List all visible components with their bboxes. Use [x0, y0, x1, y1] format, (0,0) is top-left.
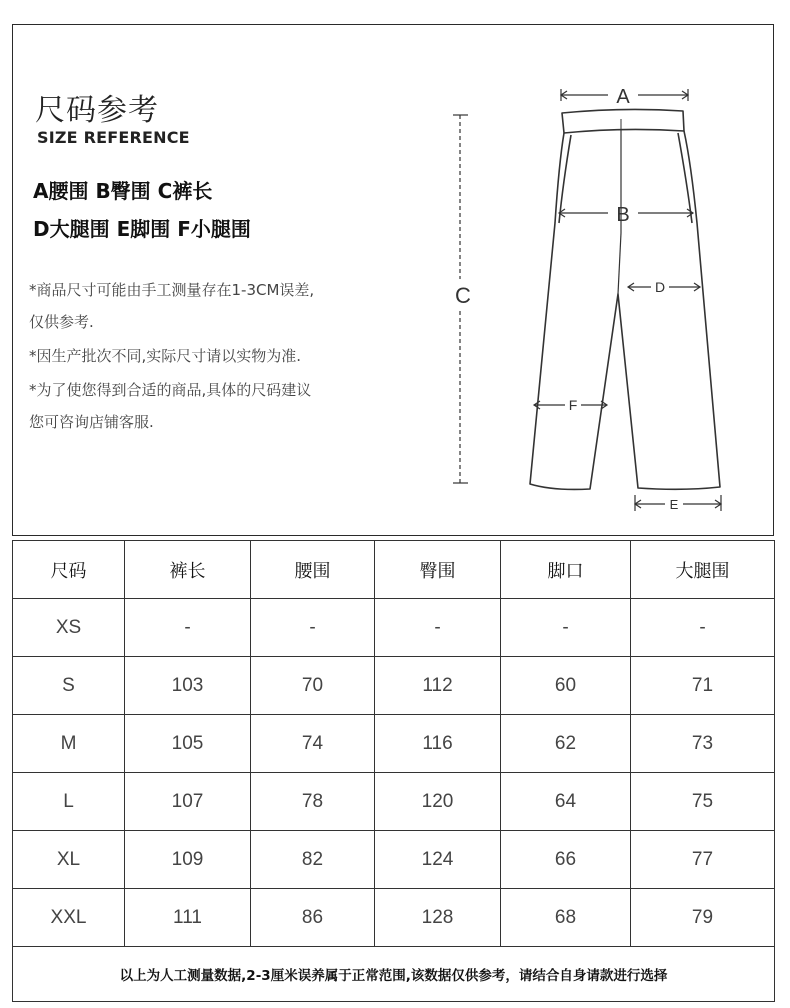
- table-header-row: [13, 541, 775, 599]
- cell-waist: 78: [251, 773, 375, 831]
- measurement-legend-line-2: D大腿围 E脚围 F小腿围: [33, 217, 251, 241]
- cell-hip: 128: [375, 889, 501, 947]
- disclaimer-text: 以上为人工测量数据,2-3厘米误养属于正常范围,该数据仅供参考，请结合自身请款进行选择: [13, 947, 775, 1002]
- measurement-legend-line-1: A腰围 B臀围 C裤长: [33, 179, 213, 203]
- dimension-label-a: A: [616, 86, 630, 108]
- table-row: [13, 831, 775, 889]
- cell-size: XL: [13, 831, 125, 889]
- header-thigh: 大腿围: [631, 541, 775, 599]
- table-footer-row: [13, 947, 775, 1002]
- cell-size: XXL: [13, 889, 125, 947]
- header-hem: 脚口: [501, 541, 631, 599]
- note-line-5: 您可咨询店铺客服.: [29, 413, 154, 431]
- cell-hip: 116: [375, 715, 501, 773]
- header-waist: 腰围: [251, 541, 375, 599]
- cell-thigh: 79: [631, 889, 775, 947]
- cell-waist: 74: [251, 715, 375, 773]
- title-english: SIZE REFERENCE: [37, 128, 190, 147]
- cell-size: XS: [13, 599, 125, 657]
- pants-measurement-diagram: [443, 83, 743, 533]
- cell-waist: 86: [251, 889, 375, 947]
- cell-size: M: [13, 715, 125, 773]
- cell-waist: 70: [251, 657, 375, 715]
- cell-length: 109: [125, 831, 251, 889]
- note-line-3: *因生产批次不同,实际尺寸请以实物为准.: [29, 347, 302, 365]
- note-line-2: 仅供参考.: [29, 313, 94, 331]
- cell-thigh: -: [631, 599, 775, 657]
- header-size: 尺码: [13, 541, 125, 599]
- dimension-label-c: C: [455, 283, 471, 308]
- cell-thigh: 75: [631, 773, 775, 831]
- table-row: [13, 599, 775, 657]
- cell-hip: 124: [375, 831, 501, 889]
- cell-thigh: 77: [631, 831, 775, 889]
- cell-hem: 64: [501, 773, 631, 831]
- dimension-label-e: E: [669, 497, 679, 512]
- size-reference-panel: [12, 24, 774, 536]
- cell-hem: 66: [501, 831, 631, 889]
- cell-hem: 62: [501, 715, 631, 773]
- cell-hem: 68: [501, 889, 631, 947]
- header-hip: 臀围: [375, 541, 501, 599]
- table-row: [13, 889, 775, 947]
- cell-length: 107: [125, 773, 251, 831]
- cell-hem: 60: [501, 657, 631, 715]
- note-line-4: *为了使您得到合适的商品,具体的尺码建议: [29, 381, 312, 399]
- dimension-label-b: B: [616, 204, 630, 226]
- table-row: [13, 657, 775, 715]
- cell-size: S: [13, 657, 125, 715]
- cell-length: 103: [125, 657, 251, 715]
- dimension-label-f: F: [568, 397, 578, 413]
- cell-thigh: 71: [631, 657, 775, 715]
- cell-length: 111: [125, 889, 251, 947]
- header-length: 裤长: [125, 541, 251, 599]
- size-table: [12, 540, 775, 1002]
- dimension-label-d: D: [654, 279, 666, 295]
- pants-outline: [530, 109, 720, 489]
- cell-size: L: [13, 773, 125, 831]
- cell-hem: -: [501, 599, 631, 657]
- cell-length: 105: [125, 715, 251, 773]
- cell-length: -: [125, 599, 251, 657]
- table-row: [13, 773, 775, 831]
- cell-hip: 120: [375, 773, 501, 831]
- cell-waist: 82: [251, 831, 375, 889]
- cell-hip: -: [375, 599, 501, 657]
- table-row: [13, 715, 775, 773]
- note-line-1: *商品尺寸可能由手工测量存在1-3CM误差,: [29, 281, 315, 299]
- cell-hip: 112: [375, 657, 501, 715]
- cell-thigh: 73: [631, 715, 775, 773]
- title-chinese: 尺码参考: [35, 93, 159, 128]
- cell-waist: -: [251, 599, 375, 657]
